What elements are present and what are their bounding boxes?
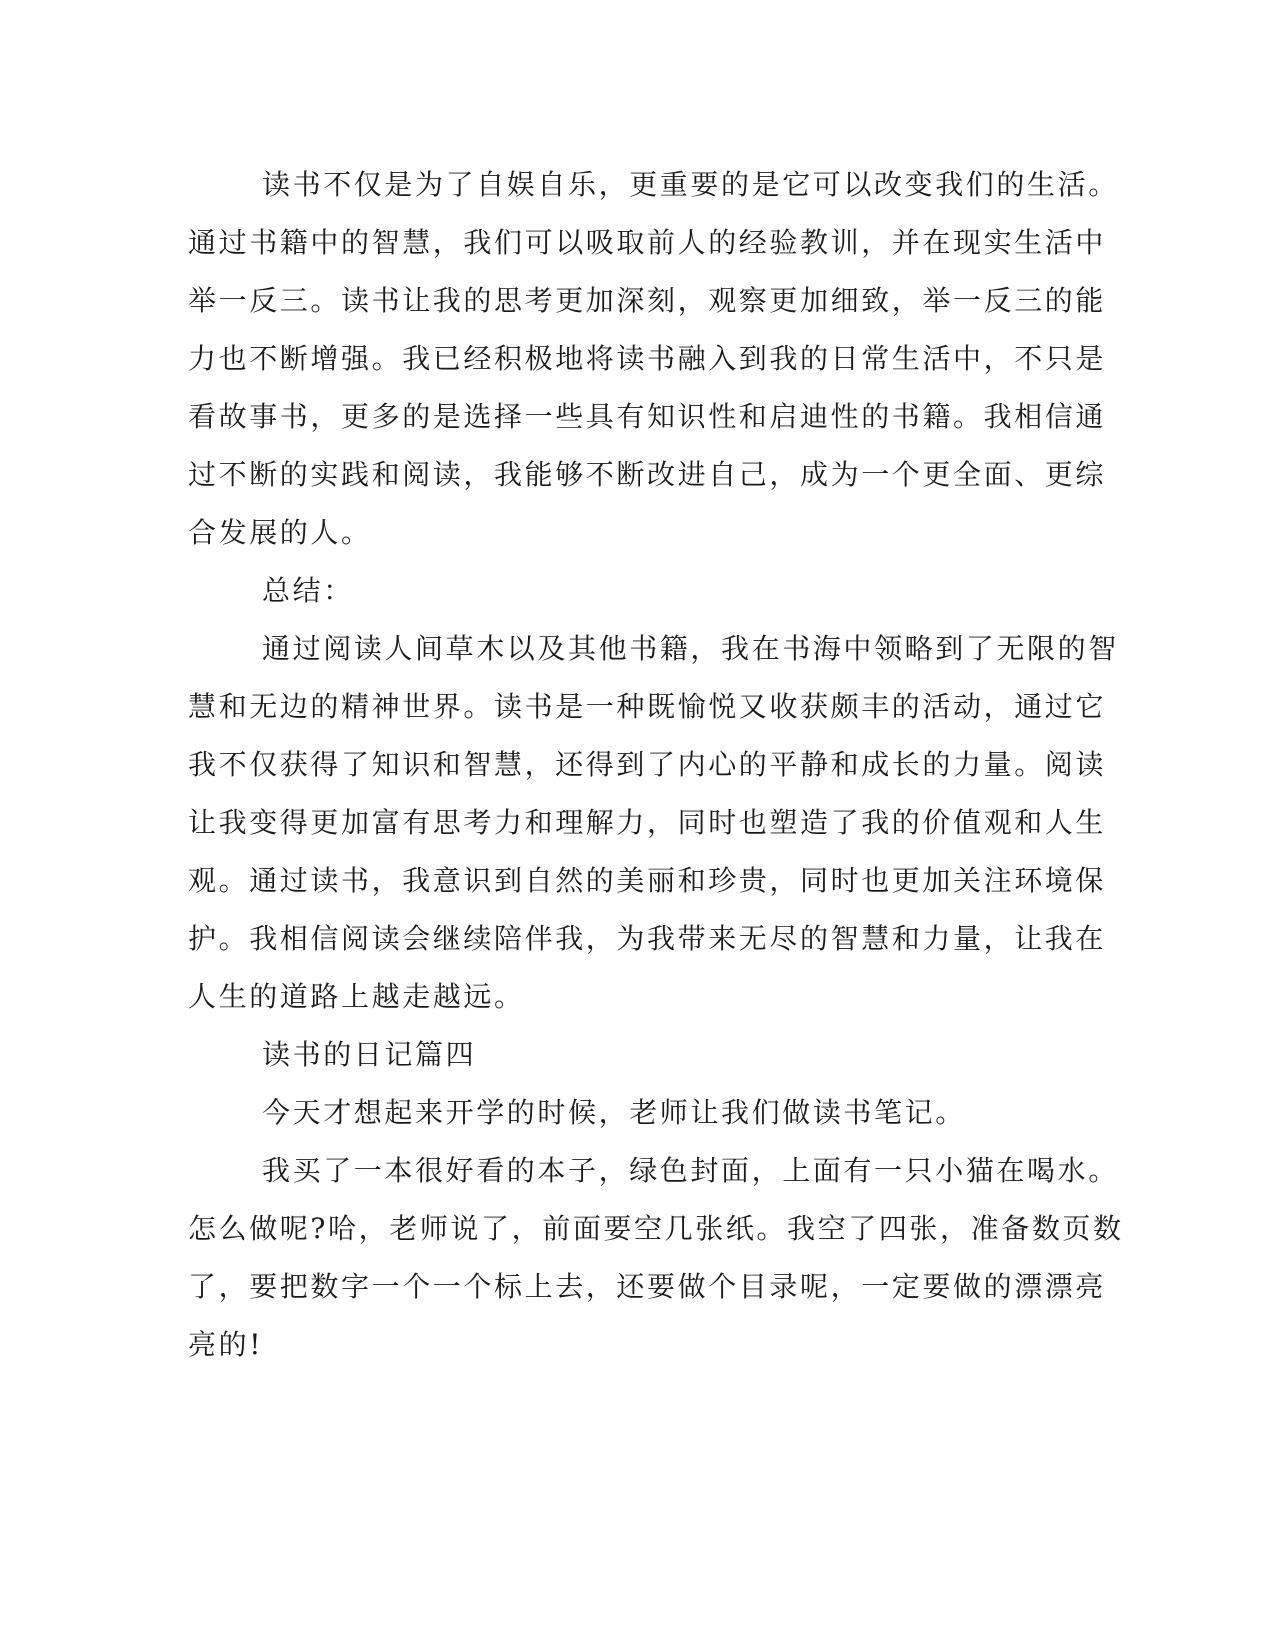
- paragraph-line: 亮的!: [188, 1328, 264, 1361]
- paragraph-line: 通过阅读人间草木以及其他书籍，我在书海中领略到了无限的智: [262, 632, 1119, 665]
- paragraph-line: 我买了一本很好看的本子，绿色封面，上面有一只小猫在喝水。: [262, 1154, 1119, 1187]
- summary-heading: 总结：: [262, 574, 354, 607]
- paragraph-line: 力也不断增强。我已经积极地将读书融入到我的日常生活中，不只是: [188, 342, 1107, 375]
- paragraph-line: 我不仅获得了知识和智慧，还得到了内心的平静和成长的力量。阅读: [188, 748, 1107, 781]
- paragraph-line: 怎么做呢?哈，老师说了，前面要空几张纸。我空了四张，准备数页数: [188, 1212, 1124, 1245]
- paragraph-line: 读书不仅是为了自娱自乐，更重要的是它可以改变我们的生活。: [262, 168, 1119, 201]
- paragraph-line: 护。我相信阅读会继续陪伴我，为我带来无尽的智慧和力量，让我在: [188, 922, 1107, 955]
- paragraph-line: 看故事书，更多的是选择一些具有知识性和启迪性的书籍。我相信通: [188, 400, 1107, 433]
- paragraph-line: 合发展的人。: [188, 516, 372, 549]
- paragraph-line: 了，要把数字一个一个标上去，还要做个目录呢，一定要做的漂漂亮: [188, 1270, 1107, 1303]
- paragraph-line: 过不断的实践和阅读，我能够不断改进自己，成为一个更全面、更综: [188, 458, 1107, 491]
- paragraph-line: 通过书籍中的智慧，我们可以吸取前人的经验教训，并在现实生活中: [188, 226, 1107, 259]
- section-title: 读书的日记篇四: [262, 1038, 477, 1071]
- paragraph-line: 让我变得更加富有思考力和理解力，同时也塑造了我的价值观和人生: [188, 806, 1107, 839]
- paragraph-line: 举一反三。读书让我的思考更加深刻，观察更加细致，举一反三的能: [188, 284, 1107, 317]
- paragraph-line: 观。通过读书，我意识到自然的美丽和珍贵，同时也更加关注环境保: [188, 864, 1107, 897]
- paragraph-line: 人生的道路上越走越远。: [188, 980, 525, 1013]
- paragraph-line: 慧和无边的精神世界。读书是一种既愉悦又收获颇丰的活动，通过它: [188, 690, 1107, 723]
- paragraph-line: 今天才想起来开学的时候，老师让我们做读书笔记。: [262, 1096, 966, 1129]
